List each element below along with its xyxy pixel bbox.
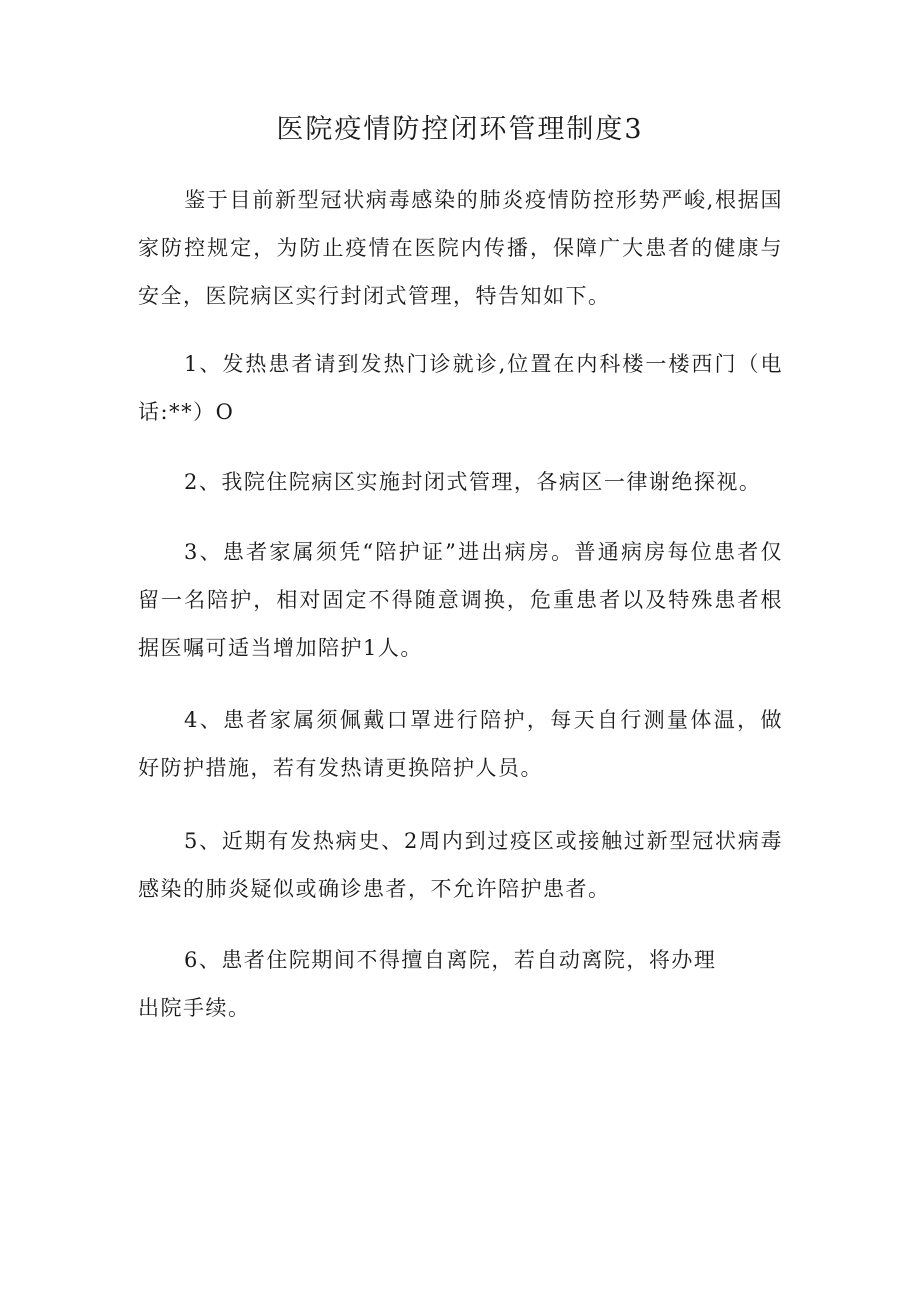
notice-item-4-text: 4、患者家属须佩戴口罩进行陪护，每天自行测量体温，做好防护措施，若有发热请更换陪护人员。: [138, 708, 783, 780]
document-title: 医院疫情防控闭环管理制度3: [276, 114, 644, 145]
notice-item-1: [138, 340, 783, 436]
notice-item-2-text: 2、我院住院病区实施封闭式管理，各病区一律谢绝探视。: [184, 470, 762, 494]
notice-item-3-text: 3、患者家属须凭“陪护证”进出病房。普通病房每位患者仅留一名陪护，相对固定不得随意调换，危重患者以及特殊患者根据医嘱可适当增加陪护1人。: [138, 540, 783, 660]
notice-item-6-line1: 6、患者住院期间不得擅自离院，若自动离院，将办理: [184, 948, 717, 972]
notice-item-6-line2: 出院手续。: [138, 996, 251, 1020]
notice-item-5-text: 5、近期有发热病史、2周内到过疫区或接触过新型冠状病毒感染的肺炎疑似或确诊患者，不允许陪护患者。: [138, 829, 783, 901]
intro-paragraph: [138, 176, 783, 320]
notice-item-1-text: 1、发热患者请到发热门诊就诊,位置在内科楼一楼西门（电话:**）O: [138, 352, 783, 424]
notice-item-2: [138, 458, 783, 506]
notice-item-5: [138, 817, 783, 913]
notice-item-4: [138, 696, 783, 792]
intro-text: 鉴于目前新型冠状病毒感染的肺炎疫情防控形势严峻,根据国家防控规定，为防止疫情在医院内传播，保障广大患者的健康与安全，医院病区实行封闭式管理，特告知如下。: [138, 188, 783, 308]
notice-item-3: [138, 528, 783, 672]
notice-item-6: [138, 936, 783, 1032]
